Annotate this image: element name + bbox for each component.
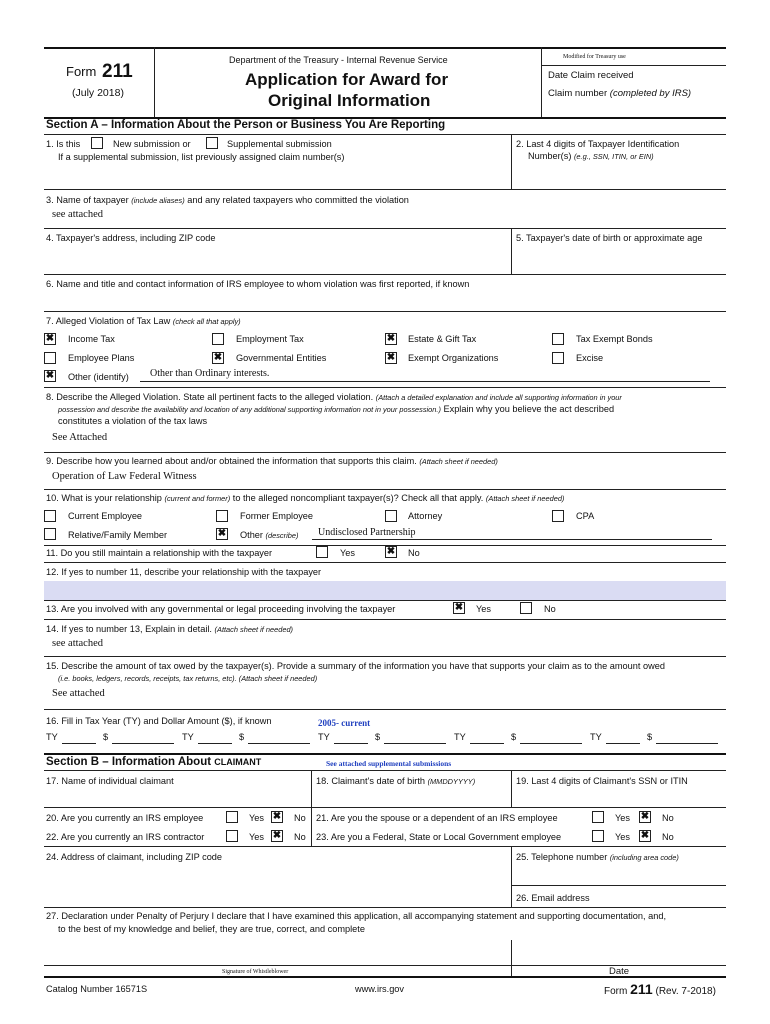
q23-yes-checkbox[interactable] [592, 830, 604, 842]
q9-label: 9. Describe how you learned about and/or obtained the information that supports this claim. (Attach sheet if needed) [46, 456, 498, 466]
modified-note: Modified for Treasury use [563, 54, 626, 60]
cpa-label: CPA [576, 511, 595, 521]
q2-label-line1: 2. Last 4 digits of Taxpayer Identification [516, 139, 680, 149]
other-violation-answer[interactable]: Other than Ordinary interests. [150, 368, 270, 379]
q23-yes-label: Yes [615, 832, 630, 842]
ty-label-3: TY [318, 732, 330, 742]
estate-gift-tax-checkbox[interactable]: ✖ [386, 333, 396, 344]
q25-label: 25. Telephone number (including area code) [516, 852, 679, 862]
attorney-checkbox[interactable] [385, 510, 397, 522]
q12-answer-field[interactable] [44, 581, 726, 600]
q16-label: 16. Fill in Tax Year (TY) and Dollar Amount ($), if known [46, 716, 272, 726]
q15-line1: 15. Describe the amount of tax owed by the taxpayer(s). Provide a summary of the information you have that supports your claim as to the amount owed [46, 661, 665, 671]
agency-name: Department of the Treasury - Internal Revenue Service [229, 55, 448, 65]
signature-label: Signature of Whistleblower [222, 969, 289, 975]
employment-tax-checkbox[interactable] [212, 333, 224, 345]
dollar-label-4: $ [511, 732, 517, 742]
q11-no-checkbox[interactable]: ✖ [386, 546, 396, 557]
q6-label: 6. Name and title and contact information of IRS employee to whom violation was first reported, if known [46, 279, 470, 289]
q22-no-label: No [294, 832, 306, 842]
q19-label: 19. Last 4 digits of Claimant's SSN or ITIN [516, 776, 688, 786]
q13-yes-checkbox[interactable]: ✖ [454, 602, 464, 613]
other-relationship-checkbox[interactable]: ✖ [217, 528, 227, 539]
form-title-line2: Original Information [268, 91, 431, 110]
q1-supplemental-text: If a supplemental submission, list previously assigned claim number(s) [58, 152, 345, 162]
exempt-organizations-label: Exempt Organizations [408, 353, 499, 363]
current-employee-checkbox[interactable] [44, 510, 56, 522]
amount-field-2[interactable] [248, 743, 310, 744]
q9-answer[interactable]: Operation of Law Federal Witness [52, 471, 197, 482]
income-tax-label: Income Tax [68, 334, 115, 344]
irs-website-link[interactable]: www.irs.gov [355, 984, 405, 994]
excise-checkbox[interactable] [552, 352, 564, 364]
ty-field-3[interactable] [334, 743, 368, 744]
q10-label: 10. What is your relationship (current and former) to the alleged noncompliant taxpayer(s)? Check all that apply. (Attach sheet if needed) [46, 493, 565, 503]
q5-label: 5. Taxpayer's date of birth or approximate age [516, 233, 703, 243]
date-claim-received-label: Date Claim received [548, 70, 634, 81]
q24-label: 24. Address of claimant, including ZIP code [46, 852, 223, 862]
other-violation-checkbox[interactable]: ✖ [45, 370, 55, 381]
amount-field-3[interactable] [384, 743, 446, 744]
q26-label: 26. Email address [516, 893, 590, 903]
form-number: 211 [102, 61, 133, 82]
section-b-title: Section B – Information About CLAIMANT [46, 756, 262, 768]
q20-yes-label: Yes [249, 813, 264, 823]
q21-label: 21. Are you the spouse or a dependent of an IRS employee [316, 813, 558, 823]
other-relationship-answer[interactable]: Undisclosed Partnership [318, 527, 416, 538]
form-label: Form [66, 64, 97, 79]
q16-answer[interactable]: 2005- current [318, 718, 371, 728]
q20-yes-checkbox[interactable] [226, 811, 238, 823]
q8-line2: possession and describe the availability and location of any additional supporting information not in your possession.) Explain why you believe the act described [58, 404, 615, 414]
income-tax-checkbox[interactable]: ✖ [45, 333, 55, 344]
catalog-number: Catalog Number 16571S [46, 984, 148, 994]
q7-label: 7. Alleged Violation of Tax Law (check all that apply) [46, 316, 241, 326]
q14-label: 14. If yes to number 13, Explain in detail. (Attach sheet if needed) [46, 624, 294, 634]
estate-gift-tax-label: Estate & Gift Tax [408, 334, 477, 344]
q11-no-label: No [408, 548, 420, 558]
former-employee-label: Former Employee [240, 511, 314, 521]
form-date: (July 2018) [72, 87, 124, 99]
attorney-label: Attorney [408, 511, 443, 521]
q13-label: 13. Are you involved with any governmental or legal proceeding involving the taxpayer [46, 604, 396, 614]
q23-no-label: No [662, 832, 674, 842]
governmental-entities-label: Governmental Entities [236, 353, 327, 363]
q27-line1: 27. Declaration under Penalty of Perjury I declare that I have examined this application, all accompanying statement and supporting documentation, and, [46, 911, 667, 921]
section-a-title: Section A – Information About the Person or Business You Are Reporting [46, 119, 446, 131]
q21-no-checkbox[interactable]: ✖ [640, 811, 650, 822]
employee-plans-label: Employee Plans [68, 353, 135, 363]
employee-plans-checkbox[interactable] [44, 352, 56, 364]
q17-label: 17. Name of individual claimant [46, 776, 174, 786]
q3-label: 3. Name of taxpayer (include aliases) and any related taxpayers who committed the violation [46, 195, 409, 205]
supplemental-submission-checkbox[interactable] [206, 137, 218, 149]
q3-answer[interactable]: see attached [52, 209, 104, 220]
q20-no-label: No [294, 813, 306, 823]
amount-field-4[interactable] [520, 743, 582, 744]
section-b-note: See attached supplemental submissions [326, 759, 452, 768]
q18-label: 18. Claimant's date of birth (MMDDYYYY) [316, 776, 476, 786]
q20-no-checkbox[interactable]: ✖ [272, 811, 282, 822]
exempt-organizations-checkbox[interactable]: ✖ [386, 352, 396, 363]
ty-field-4[interactable] [470, 743, 504, 744]
ty-field-2[interactable] [198, 743, 232, 744]
relative-family-checkbox[interactable] [44, 528, 56, 540]
q22-yes-checkbox[interactable] [226, 830, 238, 842]
signature-field[interactable] [44, 940, 511, 965]
q20-label: 20. Are you currently an IRS employee [46, 813, 204, 823]
relative-family-label: Relative/Family Member [68, 530, 168, 540]
footer-form-id: Form 211 (Rev. 7-2018) [604, 981, 716, 997]
former-employee-checkbox[interactable] [216, 510, 228, 522]
claim-number-label: Claim number (completed by IRS) [548, 88, 692, 99]
q11-yes-label: Yes [340, 548, 355, 558]
amount-field-1[interactable] [112, 743, 174, 744]
date-label: Date [609, 966, 630, 977]
tax-exempt-bonds-label: Tax Exempt Bonds [576, 334, 653, 344]
supplemental-submission-label: Supplemental submission [227, 139, 332, 149]
cpa-checkbox[interactable] [552, 510, 564, 522]
q1-label: 1. Is this [46, 139, 81, 149]
q27-line2: to the best of my knowledge and belief, they are true, correct, and complete [58, 924, 365, 934]
q11-label: 11. Do you still maintain a relationship with the taxpayer [46, 548, 273, 558]
q22-no-checkbox[interactable]: ✖ [272, 830, 282, 841]
ty-label-4: TY [454, 732, 466, 742]
q13-no-label: No [544, 604, 556, 614]
current-employee-label: Current Employee [68, 511, 143, 521]
q8-line1: 8. Describe the Alleged Violation. State all pertinent facts to the alleged violation. (Attach a detailed explanation and include all supporting information in your [46, 392, 622, 402]
dollar-label-1: $ [103, 732, 109, 742]
q22-label: 22. Are you currently an IRS contractor [46, 832, 205, 842]
employment-tax-label: Employment Tax [236, 334, 304, 344]
ty-label-5: TY [590, 732, 602, 742]
q15-answer[interactable]: See attached [52, 688, 105, 699]
q13-no-checkbox[interactable] [520, 602, 532, 614]
q22-yes-label: Yes [249, 832, 264, 842]
q11-yes-checkbox[interactable] [316, 546, 328, 558]
ty-field-1[interactable] [62, 743, 96, 744]
q21-no-label: No [662, 813, 674, 823]
q12-label: 12. If yes to number 11, describe your relationship with the taxpayer [46, 567, 322, 577]
q2-label-line2: Number(s) (e.g., SSN, ITIN, or EIN) [528, 151, 654, 161]
dollar-label-5: $ [647, 732, 653, 742]
ty-label-1: TY [46, 732, 58, 742]
ty-label-2: TY [182, 732, 194, 742]
new-submission-label: New submission or [113, 139, 191, 149]
form-title-line1: Application for Award for [245, 70, 449, 89]
q21-yes-label: Yes [615, 813, 630, 823]
other-relationship-label: Other (describe) [240, 530, 299, 540]
q21-yes-checkbox[interactable] [592, 811, 604, 823]
q4-label: 4. Taxpayer's address, including ZIP code [46, 233, 216, 243]
dollar-label-2: $ [239, 732, 245, 742]
q13-yes-label: Yes [476, 604, 491, 614]
amount-field-5[interactable] [656, 743, 718, 744]
ty-field-5[interactable] [606, 743, 640, 744]
q15-line2: (i.e. books, ledgers, records, receipts, tax returns, etc). (Attach sheet if needed) [58, 674, 318, 683]
other-violation-label: Other (identify) [68, 372, 129, 382]
tax-exempt-bonds-checkbox[interactable] [552, 333, 564, 345]
governmental-entities-checkbox[interactable]: ✖ [213, 352, 223, 363]
q8-line3: constitutes a violation of the tax laws [58, 416, 208, 426]
new-submission-checkbox[interactable] [91, 137, 103, 149]
excise-label: Excise [576, 353, 604, 363]
date-field[interactable] [512, 940, 726, 965]
q8-answer[interactable]: See Attached [52, 432, 108, 443]
q23-no-checkbox[interactable]: ✖ [640, 830, 650, 841]
dollar-label-3: $ [375, 732, 381, 742]
q23-label: 23. Are you a Federal, State or Local Government employee [316, 832, 562, 842]
q14-answer[interactable]: see attached [52, 638, 104, 649]
